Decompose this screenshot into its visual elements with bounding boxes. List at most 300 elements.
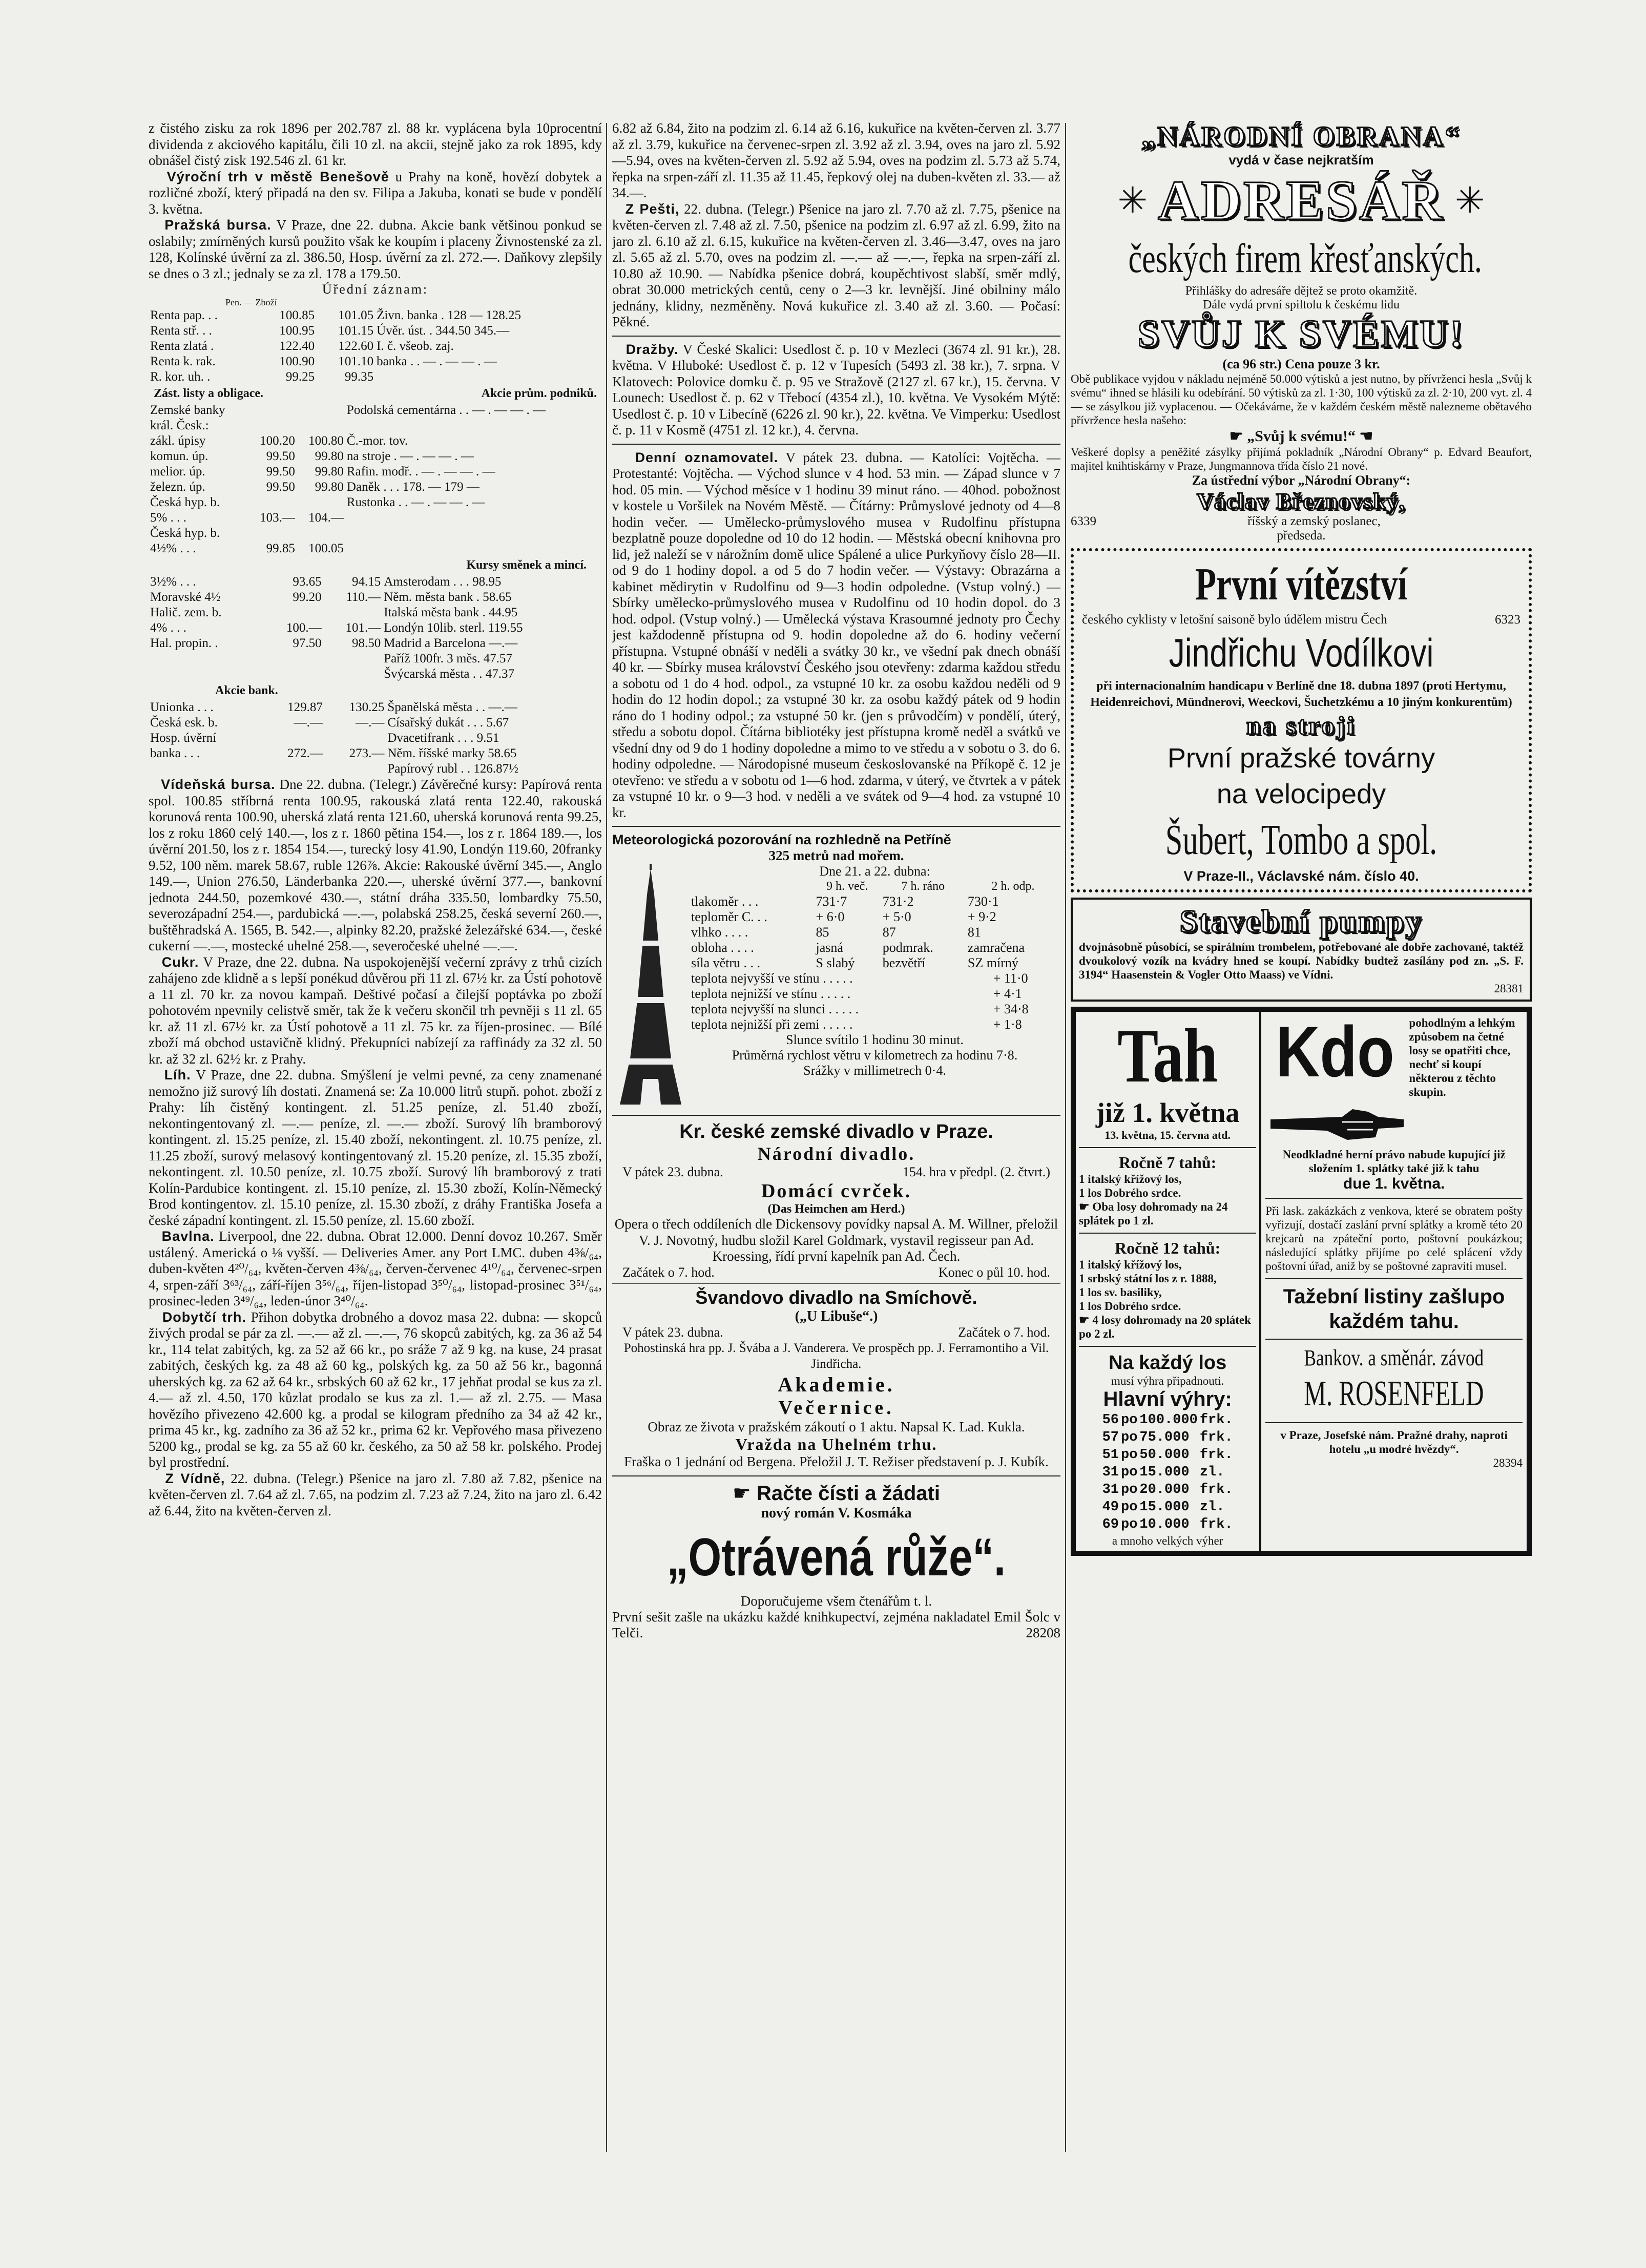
table-cell: 110.— (346, 590, 381, 604)
table-cell (262, 761, 324, 777)
prize-row (1102, 1482, 1234, 1498)
table-cell: Halič. zem. b. (150, 606, 222, 619)
table-cell (375, 369, 602, 385)
pumpy-title: Stavební pumpy (1179, 904, 1423, 939)
ad-heading: ☛ Račte čísti a žádati (733, 1482, 940, 1505)
meteo-row (689, 955, 1060, 971)
table-cell: zl. (1199, 1465, 1225, 1480)
berlin-text: při internacionalním handicapu v Berlíně dne 18. dubna 1897 (proti Hertymu, Heidenreichovi, Mündnerovi, Weeckovi, Šuchetzkému a 10 jiným konkurentům) (1090, 679, 1512, 709)
prices-paragraph: 6.82 až 6.84, žito na podzim zl. 6.14 až 6.16, kukuřice na květen-červen zl. 3.77 až zl. 3.79, kukuřice na červenec-srpen zl. 3.92 až zl. 3.94, oves na jaro zl. 5.92—5.94, oves na květen-červen zl. 5.92 až 5.94, oves na podzim zl. 5.73 až 5.74, řepka na srpen-září zl. 11.35 až 11.45, řepkový olej na duben-květen zl. 33.— až 34.—. (612, 120, 1060, 200)
table-cell (324, 761, 386, 777)
table-cell: Paříž 100fr. 3 měs. 47.57 (384, 652, 512, 665)
table-cell: 49 (1102, 1500, 1119, 1515)
adresar-title: ADRESÁŘ (1158, 169, 1445, 232)
table-row (149, 620, 602, 636)
table-cell: 99.85 (266, 542, 295, 555)
table-cell: 93.65 (293, 575, 322, 589)
dale: Dále vydá první spiltolu k českému lidu (1203, 298, 1400, 311)
table-cell (149, 651, 264, 667)
dobytek-paragraph (149, 1309, 602, 1471)
petrin-tower-image (612, 864, 689, 1110)
perf-date: V pátek 23. dubna. (622, 1164, 723, 1179)
table-cell: I. č. všeob. zaj. (377, 339, 454, 353)
table-cell: 31 (1102, 1465, 1119, 1480)
zast-heading: Zást. listy a obligace. (154, 387, 263, 400)
ctyri-text: ☛ 4 losy dohromady na 20 splátek po 2 zl. (1079, 1314, 1251, 1340)
table-cell: Londýn 10lib. sterl. 119.55 (384, 621, 523, 635)
table-cell: 100.— (286, 621, 322, 635)
table-cell: Císařský dukát . . . 5.67 (387, 716, 509, 730)
rocne12-line: 1 los sv. basiliky, (1079, 1286, 1162, 1299)
rosenfeld-address: v Praze, Josefské nám. Pražné drahy, naproti hotelu „u modré hvězdy“. (1280, 1429, 1508, 1455)
viden2-paragraph (149, 1471, 602, 1520)
divider (612, 1475, 1060, 1476)
table-cell: 104.— (308, 511, 344, 525)
table-cell: Renta stř. . . (150, 324, 212, 338)
table-cell: 99.80 (315, 449, 344, 463)
meteo-row (689, 894, 1060, 909)
table-cell: —.— (294, 716, 323, 730)
table-cell: 100.20 (260, 434, 295, 448)
subert-name: Šubert, Tombo a spol. (1165, 816, 1437, 864)
subert-address: V Praze-II., Václavské nám. číslo 40. (1183, 868, 1419, 884)
svandovo-subheading: („U Libuše“.) (795, 1308, 878, 1324)
ad-number: 28208 (1026, 1625, 1060, 1640)
table-cell (264, 667, 323, 682)
table-cell (248, 495, 297, 510)
prize-row (1102, 1516, 1234, 1533)
narodni-heading: Národní divadlo. (757, 1143, 915, 1164)
table-cell (297, 418, 345, 433)
ad-number: 28394 (1493, 1456, 1523, 1469)
table-cell: banka . . — . — — . — (377, 355, 497, 368)
play-subtitle: (Das Heimchen am Herd.) (767, 1202, 905, 1216)
table-cell: zamračena (967, 940, 1025, 955)
rosenfeld-name: M. ROSENFELD (1304, 1374, 1484, 1413)
perf-date: V pátek 23. dubna. (622, 1324, 723, 1340)
due-text: due 1. května. (1343, 1175, 1445, 1192)
lih-text: V Praze, dne 22. dubna. Smýšlení je velmi pevné, za ceny znamenané nemožno již surový líh dostati. Znamená se: Za 10.000 litrů stupň. pohot. zboží z Prahy: líh čistěný kontingent. zl. 51.25 peníze, zl. 51.40 zboží, nekontingentovaný zl. —.— peníze, zl. —.— zboží. Surový líh bramborový kontingent. zl. 15.25 peníze, zl. 15.40 zboží, nekontingent. zl. 10.75 peníze, zl. 11.25 zboží, surový melasový kontingentovaný zl. 15.20 peníze, zl. 15.35 zboží, nekontingent. zl. 10.50 peníze, zl. 10.75 zboží. Surový líh bramborový z trati Kolín-Pardubice kontingent. zl. 15.10 peníze, zl. 15.30 zboží, Kolín-Německý Brod kontingentov. zl. 15.10 peníze, zl. 15.30 zboží, z dráhy Františka Josefa a české západní kontingent. zl. 15.50 peníze, zl. 15.60 zboží. (149, 1067, 602, 1228)
column-1 (149, 120, 602, 2159)
table-cell: S slabý (816, 955, 855, 970)
ad-text-body: První sešit zašle na ukázku každé knihkupectví, zejména nakladatel Emil Šolc v Telči. (612, 1609, 1060, 1640)
table-cell: + 1·8 (993, 1017, 1022, 1032)
table-row (149, 590, 602, 605)
table-cell: 3½% . . . (150, 575, 196, 589)
table-cell: Papírový rubl . . 126.87½ (387, 762, 518, 776)
smenky-heading: Kursy směnek a mincí. (466, 558, 587, 572)
vyhra-text: musí výhra připadnouti. (1111, 1375, 1224, 1387)
table-row (149, 495, 602, 510)
prize-row (1102, 1412, 1234, 1428)
table-cell (149, 761, 262, 777)
drazby-paragraph (612, 342, 1060, 439)
meteo-row (689, 1017, 1060, 1032)
table-subtitle: Pen. — Zboží (225, 297, 277, 307)
meteo-row (689, 940, 1060, 955)
table-cell: R. kor. uh. . (150, 370, 211, 384)
table-cell: Renta pap. . . (150, 308, 218, 322)
table-cell: zl. (1199, 1500, 1225, 1515)
vyhry-table (1101, 1411, 1235, 1534)
table-cell: 730·1 (967, 894, 999, 909)
table-cell: Rustonka . . — . — — . — (346, 495, 485, 509)
table-cell: 731·2 (882, 894, 914, 909)
zast-table (149, 403, 602, 556)
table-cell (248, 418, 297, 433)
oba-text-body: Oba losy dohromady na 24 splátek po 1 zl. (1079, 1200, 1228, 1227)
vybor: Za ústřední výbor „Národní Obrany“: (1192, 473, 1411, 488)
divider (1079, 1346, 1256, 1347)
section-heading: Vídeňská bursa. (161, 777, 276, 792)
svuj-motto-text: „Svůj k svému!“ (1247, 428, 1356, 445)
table-cell (324, 731, 386, 746)
table-cell: 99.50 (266, 480, 295, 494)
na-velocipedy: na velocipedy (1216, 779, 1386, 809)
divider (1265, 1422, 1523, 1423)
rocne7-line: 1 los Dobrého srdce. (1079, 1187, 1181, 1199)
obrana-subtitle: vydá v čase nejkratším (1228, 152, 1374, 168)
table-cell (323, 667, 383, 682)
svuj-text2: Veškeré doplsy a peněžité zásylky přijímá pokladník „Národní Obrany“ p. Edvard Beaufort, majitel knihtiskárny v Praze, Jungmannova třída číslo 21 nové. (1071, 446, 1532, 472)
table-cell: frk. (1199, 1482, 1233, 1497)
divider (612, 336, 1060, 337)
prihlasky: Přihlášky do adresáře dějtež se proto okamžitě. (1185, 284, 1418, 298)
table-cell: po (1121, 1500, 1138, 1515)
table-cell: vlhko . . . . (691, 925, 748, 940)
table-cell: 100.05 (308, 542, 344, 555)
tah-kvetna: 1. května (1132, 1097, 1240, 1128)
table-cell: frk. (1199, 1517, 1233, 1532)
table-cell: 103.— (260, 511, 295, 525)
meteo-col: 2 h. odp. (991, 880, 1035, 893)
table-cell: Amsterodam . . . 98.95 (384, 575, 502, 589)
divider (1265, 1278, 1523, 1279)
prvni-vitezstvi: První vítězství (1195, 559, 1408, 610)
table-cell: 99.80 (315, 465, 344, 478)
perf-number: 154. hra v předpl. (2. čtvrt.) (902, 1164, 1050, 1179)
table-cell: Italská města bank . 44.95 (384, 606, 518, 619)
table-cell: frk. (1199, 1430, 1233, 1445)
obrana-title: „NÁRODNÍ OBRANA“ (1141, 121, 1461, 152)
table-row (149, 403, 602, 418)
table-cell: po (1121, 1465, 1138, 1480)
table-row (149, 731, 602, 746)
predseda: předseda. (1277, 529, 1326, 543)
ad-number: 6339 (1071, 514, 1096, 528)
pumpy-text: dvojnásobně působící, se spirálním trombelem, potřebované ale dobře zachované, taktéž dvoukolový vozík na kvádry hned se koupí. Nabídky budtež zasílány pod zn. „S. F. 3194“ Haasenstein & Vogler Otto Maass) ve Vídni. (1079, 941, 1524, 981)
svuj-motto: ☛ „Svůj k svému!“ ☚ (1229, 428, 1373, 445)
divider (1265, 1198, 1523, 1199)
table-cell: + 4·1 (993, 986, 1022, 1001)
theatre-block (612, 1121, 1060, 1470)
ad-recommend: Doporučujeme všem čtenářům t. l. (740, 1593, 932, 1609)
column-divider (606, 123, 607, 2152)
table-cell: 10.000 (1139, 1517, 1190, 1532)
table-cell (345, 526, 602, 541)
kazdy-los: Na každý los (1109, 1352, 1227, 1374)
meteo-row (689, 986, 1060, 1002)
rocne7: Ročně 7 tahů: (1119, 1153, 1217, 1172)
table-cell: komun. úp. (150, 449, 209, 463)
section-heading: Z Vídně, (165, 1470, 225, 1486)
ad-number: 6323 (1495, 613, 1520, 627)
column-3 (1071, 120, 1532, 2159)
table-cell: železn. úp. (150, 480, 205, 494)
divider (612, 1283, 1060, 1284)
table-cell: Úvěr. úst. . 344.50 345.— (377, 324, 510, 338)
lih-paragraph (149, 1067, 602, 1229)
section-heading: Dražby. (626, 341, 679, 357)
vecernice-description: Obraz ze života v pražském zákoutí o 1 aktu. Napsal K. Lad. Kukla. (648, 1419, 1025, 1434)
viden2-text: 22. dubna. (Telegr.) Pšenice na jaro zl. 7.80 až 7.82, pšenice na květen-červen zl. 7.64 až zl. 7.65, na podzim zl. 7.23 až 7.24, žito na jaro zl. 6.42 až 6.44, žito na květen-červen zl. (149, 1470, 602, 1518)
table-row (149, 433, 602, 449)
table-cell: 81 (967, 925, 981, 940)
kdo-title: Kdo (1276, 1011, 1394, 1092)
svuj-text: Obě publikace vyjdou v nákladu nejméně 50.000 výtisků a jest nutno, by přívrženci hesla „Svůj k svému“ ihned se hlásili ku odebírání. 50 výtisků za zl. 1·30, 100 výtisků za zl. 2·10, 200 vyt. zl. 4— se zásylkou již vyplacenou. — Očekáváme, že v každém českém městě nalezneme obětavého přívržence hesla našeho: (1071, 372, 1532, 427)
svuj-title: SVŮJ K SVÉMU! (1137, 313, 1465, 356)
novel-title: „Otrávená růže“. (666, 1527, 1006, 1587)
table-cell: po (1121, 1412, 1138, 1428)
table-cell: —.— (356, 716, 385, 730)
meteo-col: 7 h. ráno (901, 880, 945, 893)
table-cell (149, 667, 264, 682)
table-cell: Renta k. rak. (150, 355, 216, 368)
table-cell: 31 (1102, 1482, 1119, 1497)
table-row (149, 354, 602, 369)
obrana-ad (1071, 120, 1532, 543)
table-cell: na stroje . — . — — . — (346, 449, 474, 463)
table-cell: 87 (882, 925, 896, 940)
table-cell: Hal. propin. . (150, 636, 218, 650)
section-heading: Dobytčí trh. (162, 1309, 246, 1325)
table-cell: SZ mírný (967, 955, 1018, 970)
neodkladne-text: Neodkladné herní právo nabude kupující již složením 1. splátky také již k tahu (1282, 1148, 1506, 1175)
table-cell (264, 605, 323, 620)
theatre-heading: Kr. české zemské divadlo v Praze. (679, 1121, 993, 1142)
table-cell: 122.40 (279, 339, 315, 353)
rocne7-line: 1 italský křížový los, (1079, 1173, 1182, 1185)
prize-row (1102, 1447, 1234, 1463)
divider (1265, 1339, 1523, 1340)
table-cell: Česká hyp. b. (150, 495, 220, 509)
table-cell (297, 403, 345, 418)
novel-ad (612, 1482, 1060, 1641)
table-cell: po (1121, 1447, 1138, 1463)
table-cell: frk. (1199, 1447, 1233, 1463)
table-cell: Hosp. úvěrní (150, 731, 217, 745)
table-cell: 51 (1102, 1447, 1119, 1463)
table-cell (345, 418, 602, 433)
table-cell: bezvětří (882, 955, 926, 970)
table-cell (323, 605, 383, 620)
table-cell: zákl. úpisy (150, 434, 206, 448)
table-row (149, 464, 602, 480)
table-cell: 100.000 (1139, 1412, 1198, 1428)
viden-text: Dne 22. dubna. (Telegr.) Závěrečné kursy: Papírová renta spol. 100.85 stříbrná renta 100.95, rakouská zlatá renta 122.40, rakouská korunová renta 100.90, uherská zlatá renta 121.60, uherská korunová renta 99.25, los z roku 1860 celý 140.—, los z r. 1860 pětina 154.—, los z r. 1864 189.—, los úvěrní 201.50, los z r. 1854 154.—, turecký losy 41.90, Londýn 119.60, 20franky 9.52, 100 něm. marek 58.67, ruble 126⅞. Akcie: Rakouské úvěrní 345.—, Anglo 149.—, Union 276.50, Länderbanka 220.—, uherské úvěrní 377.—, bankovní jednota 244.50, pozemkové 430.—, státní dráha 335.50, lombardky 75.50, severozápadní 254.—, pardubická —.—, polabská 258.25, česká severní 260.—, buštěhradská A. 1565, B. 542.—, alpinky 82.20, pražské železářské 634.—, české cukerní —.—, mostecké uhelné 258.—, severočeské uhelné —.—. (149, 777, 602, 953)
cestske-text: českého cyklisty v letošní saisoně bylo údělem mistru Čech (1082, 613, 1387, 627)
table-cell: Madrid a Barcelona —.— (384, 636, 518, 650)
kdo-text: pohodlným a lehkým způsobem na četné losy se opatřiti chce, nechť si koupí některou z těchto skupin. (1409, 1016, 1515, 1098)
table-cell: 69 (1102, 1517, 1119, 1532)
meteo-foot: Průměrná rychlost větru v kilometrech za hodinu 7·8. (732, 1048, 1018, 1063)
table-row (149, 746, 602, 761)
prize-row (1102, 1429, 1234, 1446)
table-cell: 15.000 (1139, 1465, 1190, 1480)
table-cell: 99.20 (293, 590, 322, 604)
cycling-ad (1071, 548, 1532, 892)
table-row (149, 339, 602, 354)
table-cell: obloha . . . . (691, 940, 754, 955)
table-cell: 100.85 (279, 308, 315, 322)
table-cell: 101.— (345, 621, 381, 635)
table-row (149, 418, 602, 433)
table-cell: 98.50 (351, 636, 381, 650)
table-cell: melior. úp. (150, 465, 205, 478)
table-cell: 99.50 (266, 465, 295, 478)
table-cell: 15.000 (1139, 1500, 1190, 1515)
table-cell: 57 (1102, 1430, 1119, 1445)
akcie-heading: Akcie bank. (215, 684, 278, 697)
vodilek-name: Jindřichu Vodílkovi (1169, 630, 1434, 675)
star-ornament-icon: ✳ (1117, 181, 1148, 221)
table-cell: 130.25 (349, 700, 385, 714)
table-cell: Něm. města bank . 58.65 (384, 590, 512, 604)
rocne12-line: 1 srbský státní los z r. 1888, (1079, 1272, 1217, 1285)
table-cell: 731·7 (816, 894, 847, 909)
ad-text (612, 1609, 1060, 1641)
table-cell: 75.000 (1139, 1430, 1190, 1445)
hlavni-vyhry: Hlavní výhry: (1103, 1388, 1232, 1410)
table-row (149, 761, 602, 777)
table-cell: Unionka . . . (150, 700, 214, 714)
table-title: Úřední záznam: (322, 282, 429, 297)
ad-number: 28381 (1494, 982, 1524, 995)
table-cell: Č.-mor. tov. (346, 434, 408, 448)
table-cell (262, 731, 324, 746)
table-cell: král. Česk.: (150, 419, 209, 432)
bursa-text: V Praze, dne 22. dubna. Akcie bank většinou ponkud se oslabily; zmírněných kursů použito však ke koupím i placeny Živnostenské za zl. 128, Kolínské úvěrní za zl. 386.50, Hosp. úvěrní za zl. 272.—. Daňkovy zlepšily se dnes o 3 zl.; jednaly se za zl. 178 a 179.50. (149, 217, 602, 281)
rocne12-line: 1 italský křížový los, (1079, 1258, 1182, 1271)
table-cell: 4½% . . . (150, 542, 196, 555)
meteo-col: 9 h. več. (826, 880, 868, 893)
section-heading: Bavlna. (161, 1229, 215, 1244)
table-cell: 97.50 (293, 636, 322, 650)
table-cell: teplota nejvyšší na slunci . . . . . (691, 1002, 859, 1016)
prum-heading: Akcie prům. podniků. (481, 387, 597, 400)
table-cell: Renta zlatá . (150, 339, 214, 353)
play-description: Opera o třech oddíleních dle Dickensovy povídky napsal A. M. Willner, přeložil V. J. Novotný, hudbu složil Karel Goldmark, vystavil regisseur pan Ad. Kroessing, řídí první kapelník pan Ad. Čech. (614, 1216, 1058, 1264)
table-cell: Něm. říšské marky 58.65 (387, 746, 517, 760)
table-cell: 56 (1102, 1412, 1119, 1428)
lottery-ad (1071, 1007, 1532, 1556)
table-cell: 100.95 (279, 324, 315, 338)
poslanec: říšský a zemský poslanec, (1247, 514, 1381, 528)
meteo-table (689, 879, 1060, 971)
table-row (149, 651, 602, 667)
meteo-foot: Srážky v millimetrech 0·4. (803, 1063, 946, 1078)
divider (612, 826, 1060, 827)
table-cell (345, 541, 602, 556)
prize-row (1102, 1464, 1234, 1481)
column-2 (612, 120, 1060, 2159)
table-cell: + 11·0 (993, 971, 1028, 986)
meteo-row (689, 925, 1060, 940)
lottery-right (1261, 1012, 1527, 1551)
cukr-paragraph (149, 954, 602, 1068)
section-heading: Výroční trh v městě Benešově (166, 169, 389, 184)
table-row (149, 323, 602, 339)
divider (1079, 1233, 1256, 1234)
section-heading: Cukr. (161, 954, 199, 970)
pest-paragraph (612, 201, 1060, 330)
bavlna-text: Liverpool, dne 22. dubna. Obrat 12.000. Denní dovoz 10.267. Směr ustálený. Americká o ⅛ vyšší. — Deliveries Amer. any Port LMC. duben 4⅜/₆₄, duben-květen 4²⁰/₆₄, květen-červen 4⅜/₆₄, červen-červenec 4¹⁰/₆₄, červenec-srpen 4, srpen-září 3⁶³/₆₄, září-říjen 3⁵⁶/₆₄, říjen-listopad 3⁵⁰/₆₄, listopad-prosinec 3⁵¹/₆₄, prosinec-leden 3⁴⁹/₆₄, leden-únor 3⁴⁰/₆₄. (149, 1229, 602, 1308)
table-row (149, 667, 602, 682)
bavlna-paragraph (149, 1229, 602, 1309)
table-cell (248, 403, 297, 418)
table-cell: 99.80 (315, 480, 344, 494)
table-cell: 99.25 (285, 370, 315, 384)
smenky-table (149, 574, 602, 682)
meteo-subheading: 325 metrů nad mořem. (768, 848, 904, 863)
tah-date (1079, 1097, 1256, 1129)
meteo-row (689, 1002, 1060, 1017)
dobytek-text: Přihon dobytka drobného a dovoz masa 22. dubna: — skopců živých prodal se pár za zl. —.— až zl. —.—, 76 skopců zabitých, kg. za 36 až 54 kr., 114 telat zabitých, kg. za 52 až 66 kr., po sráže 7 až 9 kg. na kuse, 24 prasat zabitých, českých kg. za 48 až 60 kg., polských kg. za 50 až 56 kr., bagonná uherských kg. za 62 až 64 kr., srbských 60 až 62 kr., 17 jehňat prodal se kus za zl. 4.— až zl. 4.50, 170 kůzlat prodalo se kus za zl. 1.— až zl. 2.75. — Masa hovězího přivezeno 42.600 kg. a prodal se kilogram předního za 34 až 42 kr., prima 45 kr., kg. zadního za 36 až 52 kr., prima 62 kr. Vepřového masa přivezeno 5200 kg., prodal se kg. za 55 až 60 kr. českého, za 50 až 58 kr. polského. Prodej byl prostřední. (149, 1309, 602, 1470)
table-row (149, 574, 602, 590)
table-cell: 4% . . . (150, 621, 186, 635)
table-cell: Švýcarská města . . 47.37 (384, 667, 514, 681)
table-cell: teplota nejvyšší ve stínu . . . . . (691, 971, 853, 986)
table-cell: frk. (1199, 1412, 1233, 1428)
table-cell: 100.80 (308, 434, 344, 448)
star-ornament-icon: ✳ (1454, 181, 1485, 221)
intro-paragraph: z čistého zisku za rok 1896 per 202.787 zl. 88 kr. vyplácena byla 10procentní dividenda z akciového kapitálu, čili 10 zl. na akcii, stejně jako za rok 1895, kdy obnášel čistý zisk 192.546 zl. 61 kr. (149, 120, 602, 168)
section-heading: Pražská bursa. (164, 217, 272, 233)
meteo-date: Dne 21. a 22. dubna: (819, 864, 930, 879)
p-t-text: Při lask. zakázkách z venkova, které se obratem pošty vyřizují, dostačí zaslání první splátky a kromě této 20 krejcarů na zpáteční porto, poštovní poukázkou; následující splátky přijíme po celé splácení vždy poštovní úřad, aniž by se poštovné zapraviti musel. (1265, 1204, 1523, 1273)
cukr-text: V Praze, dne 22. dubna. Na uspokojenější večerní zprávy z trhů cizích zahájeno zde klidně a s lepší ponékud důvěrou při 11 zl. 67½ kr. za Ústí pohotově a 11 zl. 70 kr. za novou kampaň. Deštivé počasí a čilejší poptávka po zboží pohotovém npevnily celistvě směr, tak že k večeru skončil trh pevněji s 11 zl. 65 kr. až 11 zl. 67½ kr. za Ústí pohotově a 11 zl. 75 kr. za říjen-prosinec. — Bílé zboží má obchod ustavičně klidný. Překupníci nabízejí za raffinády za 32 zl. 50 kr. až 32 zl. 62½ kr. z Prahy. (149, 954, 602, 1067)
tah-jiz: již (1095, 1097, 1125, 1128)
table-cell: 272.— (287, 746, 323, 760)
ad-heading-text: Račte čísti a žádati (757, 1482, 940, 1505)
table-cell: teplota nejnižší ve stínu . . . . . (691, 986, 851, 1001)
table-row (149, 480, 602, 495)
table-cell: Dvacetifrank . . . 9.51 (387, 731, 499, 745)
table-cell: + 34·8 (993, 1002, 1029, 1016)
section-heading: Z Pešti, (625, 201, 680, 217)
table-cell: Zemské banky (150, 403, 225, 417)
table-row (149, 605, 602, 620)
meteo-block (612, 832, 1060, 1110)
drazby-text: V České Skalici: Usedlost č. p. 10 v Mezleci (3674 zl. 91 kr.), 28. května. V Hluboké: Usedlost č. p. 12 v Tupesích (5493 zl. 38 kr.), 7. srpna. V Klatovech: Polovice domku č. p. 95 ve Stražově (2127 zl. 67 kr.), 15. června. V Lounech: Usedlost č. p. 62 v Třebocí (4354 zl.), 10. května. Ve Vysokém Mýtě: Usedlost č. p. 10 v Libecíně (6226 zl. 90 kr.), 22. května. Ve Vimperku: Usedlost č. p. 11 v Kosmě (4751 zl. 12 kr.), 4. června. (612, 341, 1060, 438)
lottery-left (1076, 1012, 1261, 1551)
meteo-row (689, 909, 1060, 925)
meteo-foot: Slunce svítilo 1 hodinu 30 minut. (786, 1032, 964, 1047)
table-cell: síla větru . . . (691, 955, 761, 970)
bursa-paragraph (149, 217, 602, 282)
table-cell: banka . . . (150, 746, 200, 760)
table-cell: po (1121, 1517, 1138, 1532)
table-row (149, 700, 602, 715)
meteo-temps (689, 971, 1060, 1032)
table-cell: + 9·2 (967, 909, 996, 924)
tazebni-text: Tažební listiny zašlupo každém tahu. (1283, 1285, 1505, 1333)
table-row (149, 541, 602, 556)
table-cell: Daněk . . . 178. — 179 — (346, 480, 480, 494)
bankov-text: Bankov. a směnár. závod (1304, 1345, 1484, 1370)
rocne12-line: 1 los Dobrého srdce. (1079, 1300, 1181, 1313)
table-cell: 85 (816, 925, 829, 940)
